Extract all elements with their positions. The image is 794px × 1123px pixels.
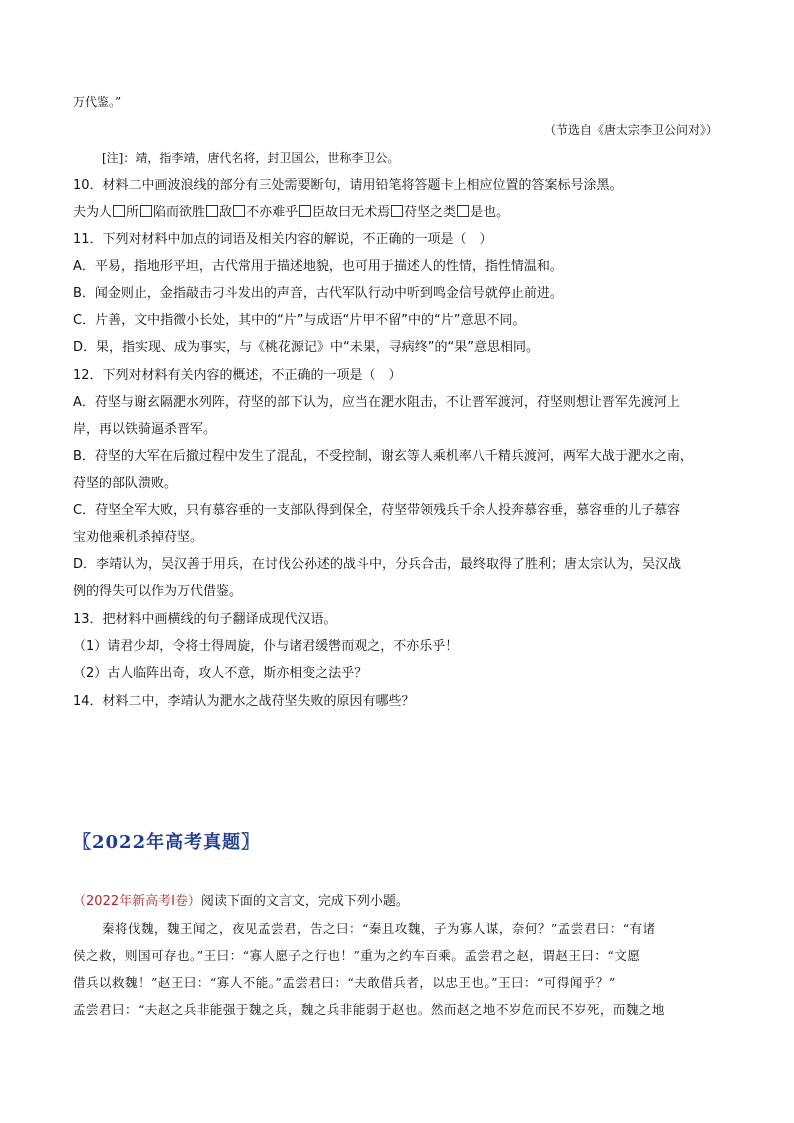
question-10-segments [73,203,509,223]
question-10-stem: 10．材料二中画波浪线的部分有三处需要断句，请用铅笔将答题卡上相应位置的答案标号涂黑。 [73,178,623,193]
passage-intro [73,892,409,912]
segment: 不亦难乎 [246,205,299,220]
break-box[interactable] [299,205,311,217]
question-11-option-c: C．片善，文中指微小长处，其中的“片”与成语“片甲不留”中的“片”意思不同。 [73,313,526,328]
passage-line: 孟尝君曰：“夫赵之兵非能强于魏之兵，魏之兵非能弱于赵也。然而赵之地不岁危而民不岁死，而魏之地 [73,1002,665,1017]
passage-line: 秦将伐魏，魏王闻之，夜见孟尝君，告之曰：“秦且攻魏，子为寡人谋，奈何？”孟尝君曰：“有诸 [102,921,656,936]
quote-end: 万代鉴。” [73,95,122,109]
question-12-line: B．苻坚的大军在后撤过程中发生了混乱，不受控制，谢玄等人乘机率八千精兵渡河，两军大战于淝水之南， [73,449,693,464]
break-box[interactable] [206,205,218,217]
annotation-note: [注]：靖，指李靖，唐代名将，封卫国公，世称李卫公。 [102,151,400,165]
segment: 苻坚之类 [404,205,457,220]
passage-line: 侯之救，则国可存也。”王曰：“寡人愿子之行也！”重为之约车百乘。孟尝君之赵，谓赵王曰：“文愿 [73,948,641,963]
break-box[interactable] [113,205,125,217]
segment: 夫为人 [73,205,113,220]
question-12-line: A．苻坚与谢玄隔淝水列阵，苻坚的部下认为，应当在淝水阻击，不让晋军渡河，苻坚则想让晋军先渡河上 [73,395,680,410]
break-box[interactable] [140,205,152,217]
question-12-stem: 12．下列对材料有关内容的概述，不正确的一项是（ ） [73,368,402,383]
question-11-option-a: A．平易，指地形平坦，古代常用于描述地貌，也可用于描述人的性情，指性情温和。 [73,259,563,274]
segment: 敌 [219,205,233,220]
question-12-line: D．李靖认为，吴汉善于用兵，在讨伐公孙述的战斗中，分兵合击，最终取得了胜利；唐太宗认为，吴汉战 [73,557,682,572]
question-11-option-d: D．果，指实现、成为事实，与《桃花源记》中“未果，寻病终”的“果”意思相同。 [73,340,539,355]
section-heading [73,828,260,854]
segment: 是也。 [470,205,510,220]
question-12-line: 例的得失可以作为万代借鉴。 [73,584,243,599]
bracket-close: 〗 [241,832,261,853]
question-13-item-1: （1）请君少却，令将士得周旋，仆与诸君缓辔而观之，不亦乐乎！ [73,639,459,654]
break-box[interactable] [391,205,403,217]
question-12-line: 岸，再以铁骑逼杀晋军。 [73,422,217,437]
intro-text: 阅读下面的文言文，完成下列小题。 [200,894,409,909]
segment: 陷而欲胜 [153,205,206,220]
question-14-stem: 14．材料二中，李靖认为淝水之战苻坚失败的原因有哪些？ [73,694,415,709]
exam-source: （2022年新高考Ⅰ卷） [73,894,201,909]
break-box[interactable] [457,205,469,217]
segment: 臣故曰无术焉 [312,205,391,220]
question-11-option-b: B．闻金则止，金指敲击刁斗发出的声音，古代军队行动中听到鸣金信号就停止前进。 [73,286,563,301]
question-11-stem: 11．下列对材料中加点的词语及相关内容的解说，不正确的一项是（ ） [73,232,493,247]
section-title-text: 2022年高考真题 [92,832,242,853]
question-12-line: C．苻坚全军大败，只有慕容垂的一支部队得到保全，苻坚带领残兵千余人投奔慕容垂，慕容垂的儿子慕容 [73,503,681,518]
segment: 所 [126,205,140,220]
question-12-line: 苻坚的部队溃败。 [73,476,178,491]
question-12-line: 宝劝他乘机杀掉苻坚。 [73,530,204,545]
question-13-item-2: （2）古人临阵出奇，攻人不意，斯亦相变之法乎？ [73,666,368,681]
bracket-open: 〖 [73,832,92,853]
question-13-stem: 13．把材料中画横线的句子翻译成现代汉语。 [73,612,337,627]
source-citation: （节选自《唐太宗李卫公问对》） [543,123,718,137]
passage-line: 借兵以救魏！”赵王曰：“寡人不能。”孟尝君曰：“夫敢借兵者，以忠王也。”王曰：“可得闻乎？” [73,975,616,990]
break-box[interactable] [233,205,245,217]
